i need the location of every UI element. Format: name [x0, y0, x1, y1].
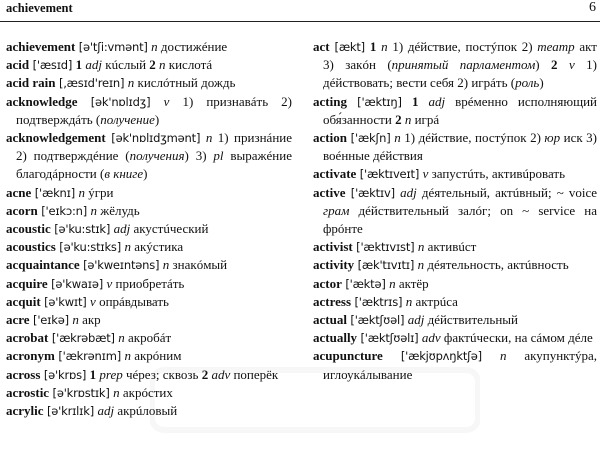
entry-translation: опрáвдывать: [95, 293, 169, 309]
entry-part-of-speech: adj: [113, 221, 131, 237]
entry-headword: acting: [313, 93, 347, 109]
entry-label: роль: [515, 75, 540, 91]
entry-headword: acoustic: [6, 221, 51, 237]
entry-part-of-speech: n: [500, 348, 507, 364]
entry-translation: приобретáть: [112, 275, 185, 291]
entry-part-of-speech: adj: [97, 403, 115, 419]
entry-translation: врéменно исполняющий обя́занности: [323, 93, 598, 127]
dictionary-entry: [313, 184, 597, 239]
entry-sense-number: 2: [395, 111, 405, 127]
entry-headword: acknowledge: [6, 93, 78, 109]
entry-transcription: [ə'ku:stɪks]: [55, 240, 125, 255]
entry-transcription: ['æknɪ]: [31, 185, 79, 200]
entry-label: получение: [100, 111, 155, 127]
dictionary-entry: [313, 38, 597, 93]
entry-part-of-speech: v: [422, 166, 429, 182]
entry-part-of-speech: v: [90, 293, 96, 309]
entry-translation: достижéние: [157, 39, 228, 54]
entry-translation: ): [535, 57, 552, 73]
entry-transcription: ['ækʃn]: [346, 131, 395, 146]
dictionary-entry: [6, 38, 292, 56]
entry-headword: activist: [313, 239, 353, 255]
entry-part-of-speech: n: [381, 39, 388, 54]
entry-part-of-speech: n: [113, 384, 120, 400]
entry-headword: acorn: [6, 202, 38, 218]
entry-translation: дéятельный, актúвный; ~ voice: [416, 184, 597, 200]
entry-translation: акт 3) закóн (: [323, 39, 597, 73]
entry-transcription: [ək'nɒlɪdʒ]: [77, 94, 164, 109]
entry-translation: кúслый: [102, 57, 150, 73]
entry-translation: выражéние благодáрности (: [16, 148, 292, 182]
entry-transcription: [æk'tɪvɪtɪ]: [354, 258, 418, 273]
entry-transcription: [ə'krɒs]: [40, 367, 90, 382]
entry-headword: action: [313, 130, 347, 146]
entry-translation: дéйствительный: [424, 312, 518, 328]
entry-transcription: [ə'krɪlɪk]: [43, 404, 98, 419]
entry-translation: запустúть, активúровать: [428, 166, 566, 182]
entry-headword: across: [6, 366, 41, 382]
entry-translation: фактúчески, на сáмом дéле: [440, 330, 593, 346]
entry-part-of-speech: n: [118, 330, 125, 346]
entry-transcription: [,æsɪd'reɪn]: [55, 76, 128, 91]
entry-headword: actually: [313, 330, 358, 346]
entry-translation: знакóмый: [169, 257, 228, 273]
entry-part-of-speech: adj: [85, 57, 103, 73]
entry-headword: acre: [6, 312, 30, 328]
dictionary-entry: [313, 238, 597, 256]
dictionary-entry: [313, 93, 597, 129]
entry-part-of-speech: n: [159, 57, 166, 73]
watermark-logo: [150, 360, 480, 440]
entry-part-of-speech: n: [417, 257, 425, 273]
entry-label: в книге: [104, 166, 144, 182]
entry-transcription: [ə'kwɪt]: [40, 294, 91, 309]
entry-translation: кислóтный дождь: [134, 75, 236, 91]
entry-headword: acid: [6, 57, 30, 73]
entry-translation: актрúса: [412, 293, 458, 309]
entry-translation: чéрез; сквозь: [122, 366, 202, 382]
entry-translation: акрúловый: [114, 403, 178, 419]
entry-translation: ): [539, 75, 544, 91]
entry-transcription: ['ækjʊpʌŋktʃə]: [382, 349, 500, 364]
entry-headword: acknowledgement: [6, 130, 106, 146]
entry-part-of-speech: n: [151, 39, 158, 54]
dictionary-entry: [313, 293, 597, 311]
entry-part-of-speech: n: [417, 239, 425, 255]
entry-translation: ) 3): [184, 148, 214, 164]
entry-label: pl: [213, 148, 224, 164]
entry-translation: акустúческий: [130, 221, 209, 237]
entry-label: получения: [129, 148, 185, 164]
entry-sense-number: 2: [551, 57, 569, 73]
entry-part-of-speech: n: [405, 293, 413, 309]
entry-transcription: ['æktɪveɪt]: [356, 167, 423, 182]
entry-label: грам: [323, 202, 350, 218]
entry-translation: ): [143, 166, 148, 182]
entry-transcription: [ə'krɒstɪk]: [49, 385, 114, 400]
entry-part-of-speech: adj: [407, 312, 425, 328]
entry-transcription: ['æktrɪs]: [351, 294, 406, 309]
dictionary-entry: [6, 220, 292, 238]
entry-label: юр: [544, 130, 561, 146]
entry-transcription: ['æktə]: [341, 276, 390, 291]
dictionary-entry: [313, 129, 597, 165]
entry-part-of-speech: n: [127, 75, 135, 91]
entry-transcription: [ə'kweɪntəns]: [79, 258, 163, 273]
entry-transcription: ['eɪkɔ:n]: [37, 203, 91, 218]
entry-sense-number: 1: [411, 93, 429, 109]
entry-headword: actual: [313, 312, 347, 328]
entry-sense-number: 2: [149, 57, 160, 73]
dictionary-entry: [6, 93, 292, 129]
entry-part-of-speech: adj: [428, 93, 446, 109]
entry-part-of-speech: prep: [99, 366, 123, 382]
entry-translation: 1) дéйствие, постýпок 2): [400, 130, 545, 146]
entry-translation: 1) признавáть 2) подтверждáть (: [16, 93, 292, 127]
dictionary-entry: [6, 202, 292, 220]
entry-part-of-speech: n: [124, 348, 131, 364]
dictionary-entry: [6, 238, 292, 256]
entry-part-of-speech: adj: [400, 184, 417, 200]
entry-headword: acupuncture: [313, 348, 383, 364]
entry-transcription: ['æktɪŋ]: [346, 94, 412, 109]
dictionary-entry: [313, 329, 597, 347]
running-header: [0, 0, 600, 20]
entry-headword: acronym: [6, 348, 55, 364]
entry-translation: дéйствительный залóг; on ~ service на фрóнте: [323, 202, 597, 237]
entry-headword: acid rain: [6, 75, 56, 91]
dictionary-entry: [6, 129, 292, 184]
entry-part-of-speech: adv: [211, 366, 231, 382]
entry-label: принятый парламентом: [391, 57, 536, 73]
entry-part-of-speech: n: [205, 130, 213, 146]
dictionary-entry: [6, 293, 292, 311]
entry-part-of-speech: v: [568, 57, 575, 73]
entry-transcription: ['æsɪd]: [29, 58, 76, 73]
dictionary-entry: [6, 311, 292, 329]
entry-sense-number: 2: [201, 366, 212, 382]
entry-translation: актёр: [395, 275, 429, 291]
entry-part-of-speech: n: [389, 275, 396, 291]
entry-translation: ýгри: [84, 184, 114, 200]
entry-transcription: [ə'ku:stɪk]: [50, 222, 114, 237]
entry-translation: акýстика: [130, 239, 184, 255]
entry-translation: акрóним: [130, 348, 182, 364]
entry-headword: actress: [313, 293, 352, 309]
entry-headword: acquire: [6, 275, 48, 291]
entry-transcription: [ə'tʃi:vmənt]: [75, 40, 152, 54]
dictionary-entry: [6, 74, 292, 92]
entry-transcription: ['ækrəbæt]: [48, 331, 119, 346]
entry-translation: 1) дéйствовать; вести себя 2) игрáть (: [323, 57, 597, 91]
entry-transcription: ['eɪkə]: [29, 313, 73, 328]
entry-transcription: ['æktʃʊəlɪ]: [357, 331, 422, 346]
entry-transcription: ['ækrənɪm]: [54, 349, 125, 364]
page-number: 6: [589, 0, 596, 15]
entry-translation: иск 3) воéнные дéйствия: [323, 130, 598, 164]
entry-transcription: [ækt]: [329, 40, 370, 54]
running-head-word: achievement: [6, 1, 73, 15]
entry-part-of-speech: adv: [421, 330, 441, 346]
entry-transcription: ['æktɪvɪst]: [352, 240, 418, 255]
dictionary-entry: [313, 165, 597, 183]
entry-translation: поперёк: [230, 366, 279, 382]
entry-headword: achievement: [6, 39, 76, 54]
entry-translation: акрóстих: [119, 384, 173, 400]
entry-sense-number: 1: [369, 39, 382, 54]
entry-part-of-speech: n: [404, 111, 412, 127]
entry-sense-number: 1: [89, 366, 100, 382]
entry-part-of-speech: n: [124, 239, 131, 255]
entry-part-of-speech: v: [163, 93, 170, 109]
entry-headword: acoustics: [6, 239, 56, 255]
entry-part-of-speech: v: [106, 275, 113, 291]
dictionary-entry: [6, 329, 292, 347]
entry-translation: активúст: [424, 239, 477, 255]
entry-translation: акр: [78, 312, 101, 328]
entry-translation: дéятельность, актúвность: [424, 257, 569, 273]
entry-headword: acquit: [6, 293, 41, 309]
entry-headword: acrylic: [6, 403, 44, 419]
dictionary-entry: [6, 256, 292, 274]
entry-part-of-speech: n: [394, 130, 401, 146]
entry-headword: acquaintance: [6, 257, 80, 273]
dictionary-entry: [6, 275, 292, 293]
entry-part-of-speech: n: [72, 312, 79, 328]
entry-translation: игрá: [411, 111, 440, 127]
dictionary-entry: [6, 56, 292, 74]
entry-transcription: [ək'nɒlɪdʒmənt]: [105, 131, 206, 146]
entry-transcription: ['æktʃʊəl]: [346, 313, 408, 328]
entry-translation: ): [154, 111, 160, 127]
entry-headword: actor: [313, 275, 342, 291]
entry-headword: acrobat: [6, 330, 49, 346]
dictionary-entry: [313, 256, 597, 274]
entry-part-of-speech: n: [162, 257, 170, 273]
entry-label: театр: [537, 39, 575, 54]
dictionary-entry: [6, 184, 292, 202]
header-rule: [0, 21, 600, 22]
entry-part-of-speech: n: [90, 202, 98, 218]
entry-translation: 1) дéйствие, постýпок 2): [387, 39, 538, 54]
entry-headword: act: [313, 39, 330, 54]
entry-translation: 1) признáние 2) подтверждéние (: [16, 130, 293, 164]
entry-translation: акробáт: [124, 330, 172, 346]
entry-headword: acrostic: [6, 384, 50, 400]
entry-part-of-speech: n: [78, 184, 85, 200]
entry-headword: activate: [313, 166, 357, 182]
entry-translation: кислотá: [165, 57, 213, 73]
entry-translation: жёлудь: [97, 202, 140, 218]
entry-transcription: ['æktɪv]: [345, 185, 401, 200]
entry-headword: active: [313, 184, 346, 200]
entry-headword: activity: [313, 257, 355, 273]
entry-headword: acne: [6, 184, 32, 200]
entry-translation: акупунктýра, иглоукáлывание: [323, 348, 597, 382]
dictionary-entry: [313, 311, 597, 329]
entry-sense-number: 1: [75, 57, 86, 73]
right-column: [313, 38, 597, 384]
entry-transcription: [ə'kwaɪə]: [47, 276, 107, 291]
dictionary-entry: [313, 275, 597, 293]
